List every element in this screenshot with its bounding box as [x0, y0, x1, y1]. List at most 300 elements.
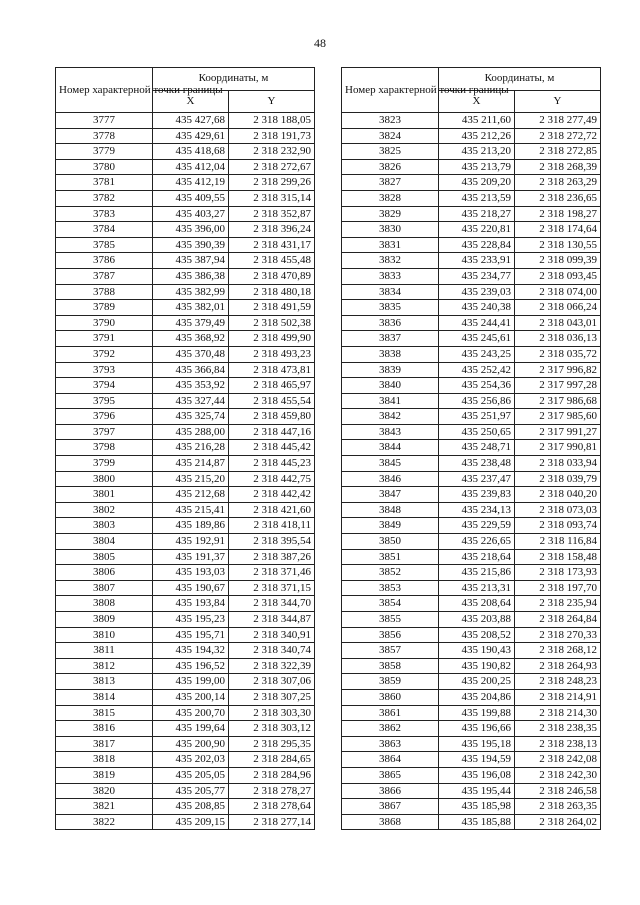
coordinate-y-cell: 2 318 459,80: [229, 409, 315, 425]
coordinate-x-cell: 435 200,14: [153, 689, 229, 705]
table-row: [342, 268, 601, 284]
table-body-left: [56, 113, 315, 830]
coordinate-y-cell: 2 318 130,55: [515, 237, 601, 253]
point-number-cell: 3784: [56, 222, 153, 238]
coordinate-x-cell: 435 254,36: [439, 378, 515, 394]
coordinate-y-cell: 2 318 396,24: [229, 222, 315, 238]
point-number-cell: 3781: [56, 175, 153, 191]
point-number-cell: 3861: [342, 705, 439, 721]
table-row: [342, 144, 601, 160]
coordinate-x-cell: 435 239,03: [439, 284, 515, 300]
point-number-cell: 3778: [56, 128, 153, 144]
coordinate-x-cell: 435 325,74: [153, 409, 229, 425]
coordinate-x-cell: 435 199,88: [439, 705, 515, 721]
point-number-cell: 3854: [342, 596, 439, 612]
table-row: [56, 736, 315, 752]
coordinate-x-cell: 435 243,25: [439, 346, 515, 362]
point-number-cell: 3826: [342, 159, 439, 175]
coordinate-x-cell: 435 218,64: [439, 549, 515, 565]
table-row: [56, 253, 315, 269]
table-row: [342, 752, 601, 768]
point-number-cell: 3779: [56, 144, 153, 160]
point-number-cell: 3828: [342, 190, 439, 206]
point-number-cell: 3837: [342, 331, 439, 347]
coordinate-x-cell: 435 190,82: [439, 658, 515, 674]
table-row: [56, 689, 315, 705]
coordinate-y-cell: 2 318 447,16: [229, 424, 315, 440]
table-row: [342, 315, 601, 331]
coordinate-y-cell: 2 318 421,60: [229, 502, 315, 518]
coordinate-x-cell: 435 189,86: [153, 518, 229, 534]
coordinate-y-cell: 2 318 493,23: [229, 346, 315, 362]
table-row: [56, 315, 315, 331]
coordinate-y-cell: 2 318 116,84: [515, 534, 601, 550]
point-number-cell: 3806: [56, 565, 153, 581]
coordinate-y-cell: 2 318 277,49: [515, 113, 601, 129]
point-number-cell: 3786: [56, 253, 153, 269]
point-number-cell: 3835: [342, 300, 439, 316]
coordinate-x-cell: 435 216,28: [153, 440, 229, 456]
coordinate-x-cell: 435 205,05: [153, 767, 229, 783]
coordinate-y-cell: 2 318 263,29: [515, 175, 601, 191]
coordinate-y-cell: 2 318 502,38: [229, 315, 315, 331]
coordinate-y-cell: 2 318 036,13: [515, 331, 601, 347]
page-number: 48: [314, 36, 326, 50]
table-row: [342, 736, 601, 752]
table-row: [56, 175, 315, 191]
coordinate-y-cell: 2 318 307,06: [229, 674, 315, 690]
coordinate-x-cell: 435 199,64: [153, 721, 229, 737]
coordinate-y-cell: 2 318 344,70: [229, 596, 315, 612]
point-number-cell: 3866: [342, 783, 439, 799]
coordinate-y-cell: 2 318 295,35: [229, 736, 315, 752]
point-number-cell: 3790: [56, 315, 153, 331]
table-row: [342, 767, 601, 783]
table-row: [342, 113, 601, 129]
point-number-cell: 3829: [342, 206, 439, 222]
coordinate-x-cell: 435 200,70: [153, 705, 229, 721]
point-number-cell: 3811: [56, 643, 153, 659]
coordinate-y-cell: 2 318 387,26: [229, 549, 315, 565]
coordinate-y-cell: 2 318 455,54: [229, 393, 315, 409]
table-row: [56, 814, 315, 830]
coordinate-x-cell: 435 211,60: [439, 113, 515, 129]
table-row: [56, 456, 315, 472]
coordinate-y-cell: 2 317 985,60: [515, 409, 601, 425]
coordinate-y-cell: 2 318 442,42: [229, 487, 315, 503]
coordinate-y-cell: 2 318 099,39: [515, 253, 601, 269]
coordinate-x-cell: 435 194,59: [439, 752, 515, 768]
table-row: [56, 190, 315, 206]
table-row: [342, 799, 601, 815]
coordinate-x-cell: 435 215,20: [153, 471, 229, 487]
coordinate-x-cell: 435 396,00: [153, 222, 229, 238]
coordinate-x-cell: 435 429,61: [153, 128, 229, 144]
point-number-cell: 3817: [56, 736, 153, 752]
table-row: [342, 378, 601, 394]
coordinate-x-cell: 435 196,52: [153, 658, 229, 674]
coordinate-x-cell: 435 418,68: [153, 144, 229, 160]
table-row: [342, 456, 601, 472]
coordinate-y-cell: 2 318 315,14: [229, 190, 315, 206]
table-row: [56, 424, 315, 440]
table-row: [56, 767, 315, 783]
point-number-cell: 3785: [56, 237, 153, 253]
table-row: [342, 627, 601, 643]
coordinate-y-cell: 2 318 352,87: [229, 206, 315, 222]
coordinate-x-cell: 435 202,03: [153, 752, 229, 768]
coordinate-x-cell: 435 199,00: [153, 674, 229, 690]
coordinate-y-cell: 2 318 284,96: [229, 767, 315, 783]
coordinate-x-cell: 435 382,01: [153, 300, 229, 316]
point-number-cell: 3816: [56, 721, 153, 737]
coordinate-y-cell: 2 318 307,25: [229, 689, 315, 705]
coordinate-x-cell: 435 196,08: [439, 767, 515, 783]
table-row: [56, 331, 315, 347]
point-number-cell: 3868: [342, 814, 439, 830]
point-number-cell: 3847: [342, 487, 439, 503]
coordinate-x-cell: 435 353,92: [153, 378, 229, 394]
coordinate-x-cell: 435 208,85: [153, 799, 229, 815]
header-point-number: Номер характерной точки границы: [342, 68, 439, 113]
coordinate-y-cell: 2 318 066,24: [515, 300, 601, 316]
coordinate-x-cell: 435 195,71: [153, 627, 229, 643]
point-number-cell: 3841: [342, 393, 439, 409]
table-row: [56, 612, 315, 628]
header-y: Y: [515, 90, 601, 113]
table-row: [56, 596, 315, 612]
point-number-cell: 3814: [56, 689, 153, 705]
point-number-cell: 3858: [342, 658, 439, 674]
point-number-cell: 3782: [56, 190, 153, 206]
table-row: [342, 159, 601, 175]
point-number-cell: 3820: [56, 783, 153, 799]
point-number-cell: 3844: [342, 440, 439, 456]
point-number-cell: 3850: [342, 534, 439, 550]
header-coordinates: Координаты, м: [153, 68, 315, 91]
coordinate-x-cell: 435 193,84: [153, 596, 229, 612]
coordinate-y-cell: 2 318 033,94: [515, 456, 601, 472]
coordinate-y-cell: 2 318 173,93: [515, 565, 601, 581]
point-number-cell: 3853: [342, 580, 439, 596]
coordinate-y-cell: 2 318 238,35: [515, 721, 601, 737]
table-row: [56, 144, 315, 160]
point-number-cell: 3794: [56, 378, 153, 394]
coordinate-x-cell: 435 218,27: [439, 206, 515, 222]
coordinate-x-cell: 435 209,15: [153, 814, 229, 830]
point-number-cell: 3833: [342, 268, 439, 284]
coordinate-x-cell: 435 190,67: [153, 580, 229, 596]
table-row: [342, 689, 601, 705]
coordinate-x-cell: 435 366,84: [153, 362, 229, 378]
coordinate-x-cell: 435 205,77: [153, 783, 229, 799]
header-coordinates: Координаты, м: [439, 68, 601, 91]
table-row: [342, 346, 601, 362]
table-row: [56, 627, 315, 643]
point-number-cell: 3791: [56, 331, 153, 347]
coordinate-y-cell: 2 318 480,18: [229, 284, 315, 300]
coordinate-x-cell: 435 368,92: [153, 331, 229, 347]
table-row: [56, 206, 315, 222]
header-x: X: [439, 90, 515, 113]
point-number-cell: 3848: [342, 502, 439, 518]
table-row: [342, 424, 601, 440]
point-number-cell: 3852: [342, 565, 439, 581]
table-row: [342, 409, 601, 425]
coordinate-x-cell: 435 220,81: [439, 222, 515, 238]
coordinate-y-cell: 2 318 473,81: [229, 362, 315, 378]
coordinate-y-cell: 2 318 278,27: [229, 783, 315, 799]
table-row: [342, 471, 601, 487]
coordinate-x-cell: 435 195,23: [153, 612, 229, 628]
point-number-cell: 3865: [342, 767, 439, 783]
coordinate-x-cell: 435 213,31: [439, 580, 515, 596]
table-row: [342, 612, 601, 628]
coordinate-y-cell: 2 318 093,74: [515, 518, 601, 534]
point-number-cell: 3836: [342, 315, 439, 331]
coordinate-x-cell: 435 327,44: [153, 393, 229, 409]
point-number-cell: 3824: [342, 128, 439, 144]
table-row: [342, 518, 601, 534]
table-row: [56, 565, 315, 581]
coordinate-y-cell: 2 318 344,87: [229, 612, 315, 628]
table-row: [56, 518, 315, 534]
coordinate-x-cell: 435 194,32: [153, 643, 229, 659]
coordinate-x-cell: 435 379,49: [153, 315, 229, 331]
point-number-cell: 3813: [56, 674, 153, 690]
point-number-cell: 3804: [56, 534, 153, 550]
coordinate-y-cell: 2 318 272,72: [515, 128, 601, 144]
coordinate-x-cell: 435 239,83: [439, 487, 515, 503]
coordinate-y-cell: 2 318 263,35: [515, 799, 601, 815]
point-number-cell: 3799: [56, 456, 153, 472]
coordinate-x-cell: 435 208,64: [439, 596, 515, 612]
table-row: [56, 705, 315, 721]
table-row: [342, 253, 601, 269]
point-number-cell: 3842: [342, 409, 439, 425]
table-row: [342, 705, 601, 721]
table-row: [56, 440, 315, 456]
table-row: [56, 674, 315, 690]
coordinate-y-cell: 2 318 303,30: [229, 705, 315, 721]
coordinate-y-cell: 2 318 465,97: [229, 378, 315, 394]
table-row: [342, 565, 601, 581]
coordinate-x-cell: 435 185,98: [439, 799, 515, 815]
coordinate-x-cell: 435 193,03: [153, 565, 229, 581]
coordinate-y-cell: 2 318 303,12: [229, 721, 315, 737]
table-row: [56, 409, 315, 425]
coordinate-x-cell: 435 248,71: [439, 440, 515, 456]
coordinate-x-cell: 435 403,27: [153, 206, 229, 222]
coordinates-table-left: [55, 67, 315, 830]
coordinate-x-cell: 435 427,68: [153, 113, 229, 129]
table-row: [56, 580, 315, 596]
coordinate-y-cell: 2 318 214,91: [515, 689, 601, 705]
point-number-cell: 3825: [342, 144, 439, 160]
coordinate-x-cell: 435 245,61: [439, 331, 515, 347]
coordinate-x-cell: 435 226,65: [439, 534, 515, 550]
table-row: [56, 362, 315, 378]
point-number-cell: 3795: [56, 393, 153, 409]
coordinate-y-cell: 2 318 248,23: [515, 674, 601, 690]
coordinate-y-cell: 2 317 996,82: [515, 362, 601, 378]
point-number-cell: 3803: [56, 518, 153, 534]
coordinate-y-cell: 2 318 268,12: [515, 643, 601, 659]
coordinate-x-cell: 435 409,55: [153, 190, 229, 206]
coordinate-x-cell: 435 382,99: [153, 284, 229, 300]
coordinate-x-cell: 435 213,59: [439, 190, 515, 206]
point-number-cell: 3798: [56, 440, 153, 456]
coordinate-y-cell: 2 318 299,26: [229, 175, 315, 191]
point-number-cell: 3830: [342, 222, 439, 238]
table-row: [342, 128, 601, 144]
coordinate-y-cell: 2 318 445,23: [229, 456, 315, 472]
table-row: [342, 222, 601, 238]
table-row: [56, 799, 315, 815]
point-number-cell: 3808: [56, 596, 153, 612]
point-number-cell: 3863: [342, 736, 439, 752]
coordinate-y-cell: 2 318 035,72: [515, 346, 601, 362]
coordinate-x-cell: 435 190,43: [439, 643, 515, 659]
table-row: [342, 549, 601, 565]
point-number-cell: 3821: [56, 799, 153, 815]
coordinate-x-cell: 435 204,86: [439, 689, 515, 705]
table-row: [56, 752, 315, 768]
coordinate-y-cell: 2 318 242,08: [515, 752, 601, 768]
point-number-cell: 3777: [56, 113, 153, 129]
coordinate-y-cell: 2 318 174,64: [515, 222, 601, 238]
coordinate-x-cell: 435 203,88: [439, 612, 515, 628]
point-number-cell: 3856: [342, 627, 439, 643]
point-number-cell: 3810: [56, 627, 153, 643]
coordinate-x-cell: 435 237,47: [439, 471, 515, 487]
coordinate-y-cell: 2 318 238,13: [515, 736, 601, 752]
point-number-cell: 3839: [342, 362, 439, 378]
point-number-cell: 3840: [342, 378, 439, 394]
coordinate-x-cell: 435 233,91: [439, 253, 515, 269]
point-number-cell: 3849: [342, 518, 439, 534]
coordinate-y-cell: 2 318 074,00: [515, 284, 601, 300]
coordinate-x-cell: 435 185,88: [439, 814, 515, 830]
coordinate-y-cell: 2 318 322,39: [229, 658, 315, 674]
coordinate-x-cell: 435 252,42: [439, 362, 515, 378]
table-row: [342, 206, 601, 222]
point-number-cell: 3838: [342, 346, 439, 362]
point-number-cell: 3802: [56, 502, 153, 518]
table-row: [342, 487, 601, 503]
coordinate-x-cell: 435 288,00: [153, 424, 229, 440]
coordinate-y-cell: 2 318 431,17: [229, 237, 315, 253]
coordinate-y-cell: 2 318 232,90: [229, 144, 315, 160]
coordinate-x-cell: 435 200,90: [153, 736, 229, 752]
coordinate-y-cell: 2 318 191,73: [229, 128, 315, 144]
table-row: [56, 128, 315, 144]
coordinate-x-cell: 435 213,79: [439, 159, 515, 175]
point-number-cell: 3857: [342, 643, 439, 659]
coordinate-y-cell: 2 317 997,28: [515, 378, 601, 394]
coordinate-y-cell: 2 318 395,54: [229, 534, 315, 550]
coordinate-x-cell: 435 215,41: [153, 502, 229, 518]
coordinate-x-cell: 435 195,18: [439, 736, 515, 752]
coordinate-x-cell: 435 412,04: [153, 159, 229, 175]
table-row: [56, 549, 315, 565]
point-number-cell: 3788: [56, 284, 153, 300]
coordinate-x-cell: 435 244,41: [439, 315, 515, 331]
point-number-cell: 3823: [342, 113, 439, 129]
coordinate-x-cell: 435 234,13: [439, 502, 515, 518]
table-row: [342, 534, 601, 550]
coordinate-x-cell: 435 386,38: [153, 268, 229, 284]
point-number-cell: 3809: [56, 612, 153, 628]
coordinate-x-cell: 435 229,59: [439, 518, 515, 534]
coordinate-x-cell: 435 208,52: [439, 627, 515, 643]
coordinate-y-cell: 2 318 236,65: [515, 190, 601, 206]
coordinate-x-cell: 435 196,66: [439, 721, 515, 737]
table-row: [342, 190, 601, 206]
point-number-cell: 3797: [56, 424, 153, 440]
table-row: [342, 580, 601, 596]
coordinate-y-cell: 2 318 093,45: [515, 268, 601, 284]
point-number-cell: 3805: [56, 549, 153, 565]
table-row: [56, 113, 315, 129]
coordinate-y-cell: 2 318 073,03: [515, 502, 601, 518]
coordinate-y-cell: 2 318 270,33: [515, 627, 601, 643]
coordinates-table-right: [341, 67, 601, 830]
point-number-cell: 3864: [342, 752, 439, 768]
coordinate-x-cell: 435 212,26: [439, 128, 515, 144]
point-number-cell: 3789: [56, 300, 153, 316]
point-number-cell: 3855: [342, 612, 439, 628]
coordinate-x-cell: 435 228,84: [439, 237, 515, 253]
table-row: [56, 268, 315, 284]
coordinate-x-cell: 435 212,68: [153, 487, 229, 503]
coordinate-y-cell: 2 318 264,84: [515, 612, 601, 628]
point-number-cell: 3793: [56, 362, 153, 378]
coordinate-y-cell: 2 318 264,93: [515, 658, 601, 674]
table-row: [342, 300, 601, 316]
table-row: [56, 284, 315, 300]
table-row: [342, 237, 601, 253]
coordinate-y-cell: 2 318 371,46: [229, 565, 315, 581]
table-row: [56, 487, 315, 503]
table-row: [56, 721, 315, 737]
point-number-cell: 3812: [56, 658, 153, 674]
point-number-cell: 3843: [342, 424, 439, 440]
point-number-cell: 3783: [56, 206, 153, 222]
coordinate-y-cell: 2 318 491,59: [229, 300, 315, 316]
table-row: [56, 393, 315, 409]
coordinate-y-cell: 2 318 242,30: [515, 767, 601, 783]
coordinate-y-cell: 2 318 268,39: [515, 159, 601, 175]
point-number-cell: 3867: [342, 799, 439, 815]
point-number-cell: 3796: [56, 409, 153, 425]
coordinate-x-cell: 435 370,48: [153, 346, 229, 362]
table-row: [342, 393, 601, 409]
table-row: [342, 284, 601, 300]
point-number-cell: 3807: [56, 580, 153, 596]
coordinate-y-cell: 2 318 197,70: [515, 580, 601, 596]
point-number-cell: 3792: [56, 346, 153, 362]
table-row: [56, 300, 315, 316]
coordinate-y-cell: 2 318 246,58: [515, 783, 601, 799]
coordinate-x-cell: 435 238,48: [439, 456, 515, 472]
table-row: [56, 378, 315, 394]
coordinate-y-cell: 2 318 198,27: [515, 206, 601, 222]
coordinate-x-cell: 435 192,91: [153, 534, 229, 550]
point-number-cell: 3831: [342, 237, 439, 253]
coordinate-x-cell: 435 214,87: [153, 456, 229, 472]
point-number-cell: 3862: [342, 721, 439, 737]
